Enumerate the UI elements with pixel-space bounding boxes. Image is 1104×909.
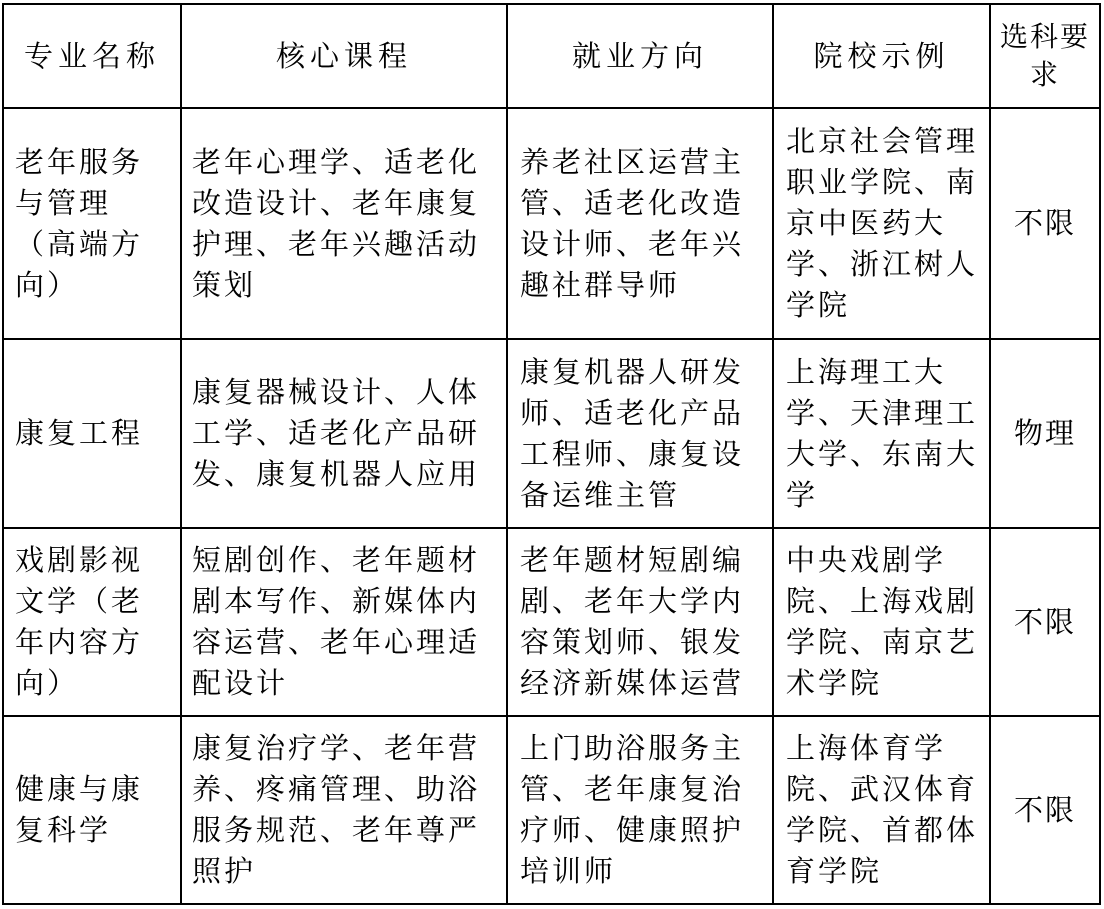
major-name: 康复工程 xyxy=(15,416,144,450)
cell-courses xyxy=(181,339,507,528)
header-major: 专业名称 xyxy=(3,4,181,108)
cell-major xyxy=(3,108,181,339)
cell-subject: 物理 xyxy=(990,339,1100,528)
example-schools: 北京社会管理职业学院、南京中医药大学、浙江树人学院 xyxy=(786,124,979,322)
career-direction: 养老社区运营主管、适老化改造设计师、老年兴趣社群导师 xyxy=(520,144,745,302)
cell-major xyxy=(3,716,181,904)
header-row xyxy=(3,4,1100,108)
header-schools: 院校示例 xyxy=(773,4,990,108)
example-schools: 上海理工大学、天津理工大学、东南大学 xyxy=(786,354,979,512)
career-direction: 上门助浴服务主管、老年康复治疗师、健康照护培训师 xyxy=(520,731,745,888)
majors-table xyxy=(2,3,1101,905)
cell-career xyxy=(507,528,773,716)
major-name: 戏剧影视文学（老年内容方向） xyxy=(15,543,144,700)
cell-career xyxy=(507,716,773,904)
table-row xyxy=(3,716,1100,904)
cell-schools xyxy=(773,528,990,716)
cell-courses xyxy=(181,108,507,339)
cell-subject: 不限 xyxy=(990,716,1100,904)
example-schools: 上海体育学院、武汉体育学院、首都体育学院 xyxy=(786,731,979,888)
cell-schools xyxy=(773,108,990,339)
header-subject-text: 选科要求 xyxy=(999,20,1090,91)
example-schools: 中央戏剧学院、上海戏剧学院、南京艺术学院 xyxy=(786,543,979,700)
core-courses: 康复治疗学、老年营养、疼痛管理、助浴服务规范、老年尊严照护 xyxy=(192,731,481,888)
cell-major xyxy=(3,528,181,716)
header-career: 就业方向 xyxy=(507,4,773,108)
cell-subject: 不限 xyxy=(990,528,1100,716)
cell-career xyxy=(507,108,773,339)
major-name: 健康与康复科学 xyxy=(15,772,144,847)
cell-schools xyxy=(773,716,990,904)
cell-courses xyxy=(181,528,507,716)
table-row xyxy=(3,108,1100,339)
table-row xyxy=(3,528,1100,716)
core-courses: 康复器械设计、人体工学、适老化产品研发、康复机器人应用 xyxy=(192,375,481,491)
core-courses: 短剧创作、老年题材剧本写作、新媒体内容运营、老年心理适配设计 xyxy=(192,543,481,700)
cell-schools xyxy=(773,339,990,528)
cell-courses xyxy=(181,716,507,904)
career-direction: 康复机器人研发师、适老化产品工程师、康复设备运维主管 xyxy=(520,354,745,512)
header-subject-requirement xyxy=(990,4,1100,108)
career-direction: 老年题材短剧编剧、老年大学内容策划师、银发经济新媒体运营 xyxy=(520,543,745,700)
cell-subject: 不限 xyxy=(990,108,1100,339)
major-name: 老年服务与管理（高端方向） xyxy=(15,144,144,302)
cell-career xyxy=(507,339,773,528)
core-courses: 老年心理学、适老化改造设计、老年康复护理、老年兴趣活动策划 xyxy=(192,144,481,302)
cell-major xyxy=(3,339,181,528)
table-row xyxy=(3,339,1100,528)
header-courses: 核心课程 xyxy=(181,4,507,108)
